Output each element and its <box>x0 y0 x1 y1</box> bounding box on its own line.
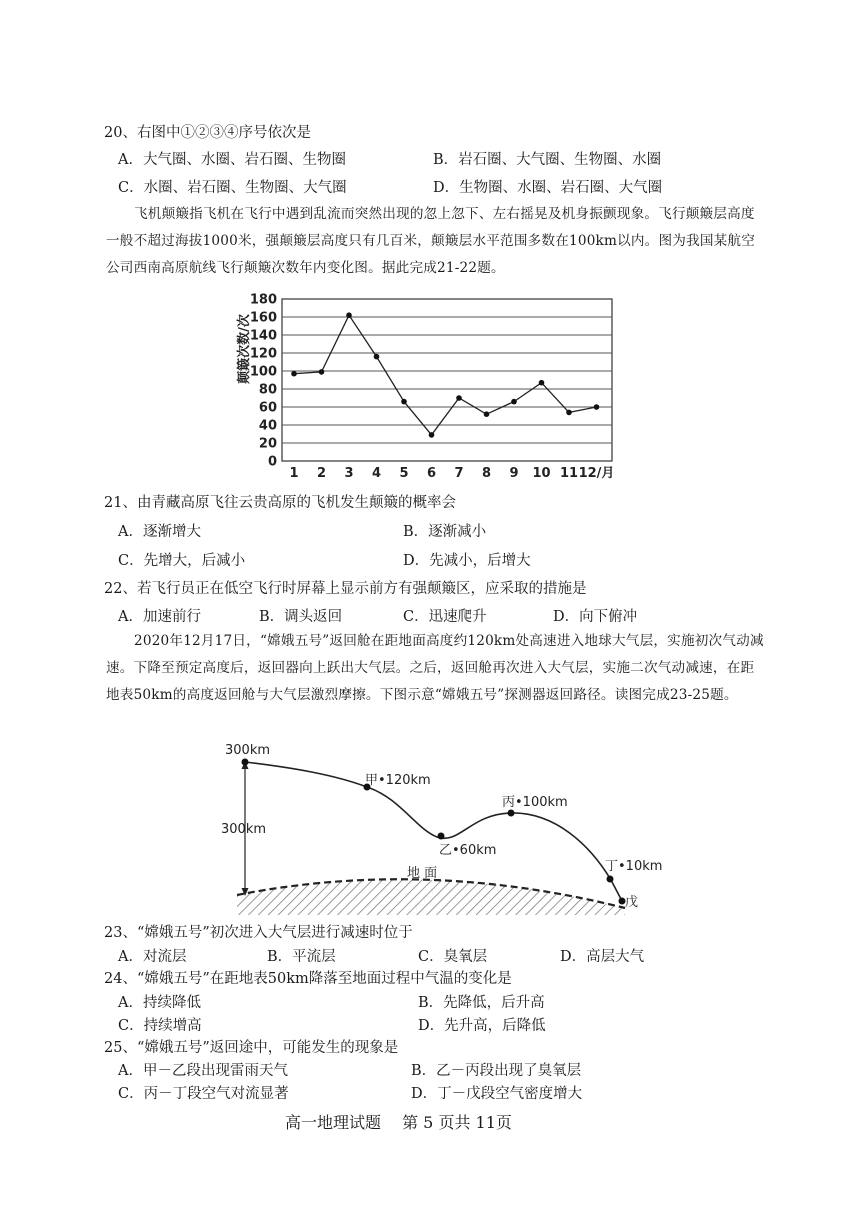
label-bing: 丙•100km <box>502 795 568 810</box>
chart-x-tick-label: 4 <box>371 466 382 481</box>
chart-y-tick-label: 20 <box>258 436 277 452</box>
chart-data-point <box>511 399 517 405</box>
label-ding: 丁•10km <box>605 859 663 874</box>
ground-label: 地 面 <box>407 866 438 881</box>
point-ding <box>607 876 614 883</box>
chart-data-point <box>401 399 407 405</box>
q20-option-c: C．水圈、岩石圈、生物圈、大气圈 <box>118 180 347 196</box>
turbulence-line-chart <box>236 291 636 481</box>
q25-stem: 25、“嫦娥五号”返回途中，可能发生的现象是 <box>104 1040 399 1056</box>
q22-option-c: C．迅速爬升 <box>403 609 487 625</box>
q24-option-a: A．持续降低 <box>118 995 201 1011</box>
chart-x-tick-label: 6 <box>426 466 437 481</box>
q25-option-a: A．甲－乙段出现雷雨天气 <box>118 1063 288 1079</box>
chart-x-tick-label: 2 <box>316 466 327 481</box>
q24-option-c: C．持续增高 <box>118 1018 202 1034</box>
top-altitude-label: 300km <box>225 743 271 758</box>
q23-option-c: C．臭氧层 <box>418 949 488 965</box>
q22-option-a: A．加速前行 <box>118 609 201 625</box>
label-wu: 戊 <box>625 895 639 910</box>
chart-data-point <box>594 404 600 410</box>
q25-option-d: D．丁－戊段空气密度增大 <box>411 1086 583 1102</box>
chart-plot-frame <box>282 299 612 461</box>
q21-option-b: B．逐渐减小 <box>403 524 487 540</box>
chart-x-tick-label: 9 <box>509 466 519 481</box>
q22-option-b: B．调头返回 <box>259 609 343 625</box>
page-footer: 高一地理试题 第 5 页共 11页 <box>285 1113 512 1132</box>
start-point <box>242 759 249 766</box>
chart-y-axis-label: 颠簸次数/次 <box>237 314 252 384</box>
chart-y-tick-label: 120 <box>249 346 277 362</box>
chart-data-point <box>291 371 297 377</box>
q23-stem: 23、“嫦娥五号”初次进入大气层进行减速时位于 <box>104 925 413 941</box>
chart-y-tick-label: 100 <box>249 364 277 380</box>
q20-option-a: A．大气圈、水圈、岩石圈、生物圈 <box>118 152 346 168</box>
q24-option-b: B．先降低，后升高 <box>418 995 545 1011</box>
chart-x-tick-label: 5 <box>399 466 409 481</box>
q22-option-d: D．向下俯冲 <box>553 609 638 625</box>
q20-option-d: D．生物圈、水圈、岩石圈、大气圈 <box>433 180 663 196</box>
chart-series-line <box>294 315 597 435</box>
chart-y-tick-label: 80 <box>258 382 277 398</box>
q24-option-d: D．先升高，后降低 <box>418 1018 546 1034</box>
q21-option-c: C．先增大，后减小 <box>118 553 246 569</box>
q23-option-d: D．高层大气 <box>560 949 645 965</box>
chart-data-point <box>429 432 435 438</box>
chart-data-point <box>456 395 462 401</box>
return-path-diagram <box>215 740 663 915</box>
chart-x-tick-label: 12/月 <box>578 466 615 481</box>
chart-x-tick-label: 7 <box>454 466 464 481</box>
q22-stem: 22、若飞行员正在低空飞行时屏幕上显示前方有强颠簸区，应采取的措施是 <box>104 581 587 597</box>
label-jia: 甲•120km <box>365 773 431 788</box>
point-yi <box>438 833 445 840</box>
chart-x-tick-label: 8 <box>481 466 492 481</box>
chart-data-point <box>566 410 572 416</box>
chart-y-tick-label: 160 <box>249 310 277 326</box>
chart-x-tick-label: 3 <box>344 466 354 481</box>
point-bing <box>508 810 515 817</box>
label-yi: 乙•60km <box>439 843 497 858</box>
q23-option-a: A．对流层 <box>118 949 187 965</box>
q21-option-a: A．逐渐增大 <box>118 524 201 540</box>
chart-data-point <box>539 380 545 386</box>
q25-option-c: C．丙－丁段空气对流显著 <box>118 1086 289 1102</box>
passage-change5: 2020年12月17日，“嫦娥五号”返回舱在距地面高度约120km处高速进入地球大气层，实施初次气动减速。下降至预定高度后，返回器向上跃出大气层。之后，返回舱再次进入大气层，实施二次气动减速，在距地表50km的高度返回舱与大气层激烈摩擦。下图示意“嫦娥五号”探测器返回路径。读图完成23-25题。 <box>106 633 764 703</box>
q23-option-b: B．平流层 <box>267 949 336 965</box>
q21-stem: 21、由青藏高原飞往云贵高原的飞机发生颠簸的概率会 <box>104 495 456 511</box>
chart-data-point <box>319 369 325 375</box>
height-label: 300km <box>221 822 267 837</box>
chart-x-tick-label: 1 <box>289 466 299 481</box>
chart-y-tick-label: 140 <box>249 328 277 344</box>
chart-data-point <box>484 411 490 417</box>
chart-y-tick-label: 0 <box>267 454 277 470</box>
chart-x-tick-label: 11 <box>559 466 579 481</box>
chart-data-point <box>374 354 380 360</box>
chart-y-tick-label: 180 <box>249 292 277 308</box>
q21-option-d: D．先减小，后增大 <box>403 553 531 569</box>
q24-stem: 24、“嫦娥五号”在距地表50km降落至地面过程中气温的变化是 <box>104 971 512 987</box>
chart-x-tick-label: 10 <box>532 466 551 481</box>
q20-stem: 20、右图中①②③④序号依次是 <box>104 125 311 141</box>
q25-option-b: B．乙－丙段出现了臭氧层 <box>411 1063 582 1079</box>
passage-turbulence: 飞机颠簸指飞机在飞行中遇到乱流而突然出现的忽上忽下、左右摇晃及机身振颤现象。飞行颠簸层高度一般不超过海拔1000米，强颠簸层高度只有几百米，颠簸层水平范围多数在100km以内。图为我国某航空公司西南高原航线飞行颠簸次数年内变化图。据此完成21-22题。 <box>106 206 756 276</box>
q20-option-b: B．岩石圈、大气圈、生物圈、水圈 <box>433 152 662 168</box>
chart-y-tick-label: 40 <box>258 418 277 434</box>
chart-data-point <box>346 312 352 318</box>
chart-y-tick-label: 60 <box>258 400 277 416</box>
